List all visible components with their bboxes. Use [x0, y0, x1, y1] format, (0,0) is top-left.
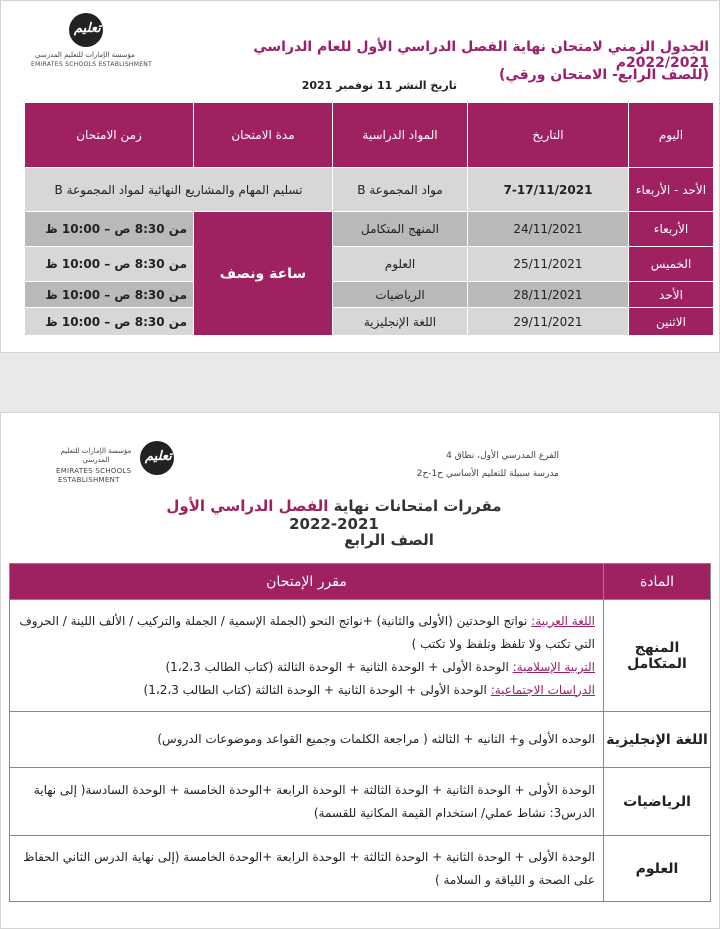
arabic-text: نواتج الوحدتين (الأولى والثانية) +نواتج النحو (الجملة الإسمية / الجملة والتركيب / الألف اللينة / الحروف التي تكتب ولا تلفظ وتلفظ ولا تكتب ) [19, 613, 595, 651]
schedule-table [24, 102, 714, 336]
time-cell: من 8:30 ص – 10:00 ظ [25, 308, 194, 336]
subject-cell: المنهج المتكامل [333, 212, 468, 247]
islamic-content [18, 656, 595, 679]
ese-logo [56, 441, 176, 491]
logo-english-name: EMIRATES SCHOOLS ESTABLISHMENT [31, 61, 153, 68]
header-date: التاريخ [468, 103, 629, 168]
header-subjects: المواد الدراسية [333, 103, 468, 168]
duration-cell: ساعة ونصف [194, 212, 333, 336]
table-row [25, 308, 714, 336]
header-day: اليوم [629, 103, 714, 168]
subject-cell: اللغة الإنجليزية [604, 712, 711, 768]
islamic-text: الوحدة الأولى + الوحدة الثانية + الوحدة الثالثة (كتاب الطالب 1،2،3) [165, 659, 513, 674]
schedule-header-row [25, 103, 714, 168]
table-row [10, 836, 711, 902]
date-cell: 29/11/2021 [468, 308, 629, 336]
arabic-label: اللغة العربية: [531, 613, 595, 628]
table-row [10, 712, 711, 768]
social-content [18, 679, 595, 702]
content-title [144, 497, 524, 533]
header-subject: المادة [604, 564, 711, 600]
subject-cell: اللغة الإنجليزية [333, 308, 468, 336]
content-table [9, 563, 711, 902]
time-cell: من 8:30 ص – 10:00 ظ [25, 247, 194, 282]
school-branch: الفرع المدرسي الأول، نطاق 4 [446, 451, 559, 461]
table-row [10, 600, 711, 712]
content-header-row [10, 564, 711, 600]
header-duration: مدة الامتحان [194, 103, 333, 168]
logo-english-name-1: EMIRATES SCHOOLS [56, 467, 132, 475]
day-cell: الأحد - الأربعاء [629, 168, 714, 212]
day-cell: الأحد [629, 282, 714, 308]
content-cell: الوحده الأولى و+ الثانيه + الثالثه ( مراجعة الكلمات وجميع القواعد وموضوعات الدروس) [10, 712, 604, 768]
day-cell: الأربعاء [629, 212, 714, 247]
schedule-subtitle: (للصف الرابع- الامتحان ورقي) [498, 67, 709, 83]
header-time: زمن الامتحان [25, 103, 194, 168]
content-cell: الوحدة الأولى + الوحدة الثانية + الوحدة الثالثة + الوحدة الرابعة +الوحدة الخامسة (إلى نهاية الدرس الثاني الحفاظ على الصحة و اللياقة و السلامة ) [10, 836, 604, 902]
publish-date: تاريخ النشر 11 نوفمبر 2021 [301, 79, 457, 92]
subject-cell: العلوم [333, 247, 468, 282]
grade-label: الصف الرابع [344, 531, 434, 549]
exam-schedule-card [0, 0, 720, 353]
date-cell: 25/11/2021 [468, 247, 629, 282]
logo-english-name-2: ESTABLISHMENT [58, 476, 120, 484]
ese-logo [31, 13, 153, 73]
subject-cell: الرياضيات [604, 768, 711, 836]
table-row [25, 247, 714, 282]
school-name: مدرسة سبيلة للتعليم الأساسي ح1-ح2 [416, 469, 559, 479]
time-cell: من 8:30 ص – 10:00 ظ [25, 212, 194, 247]
subject-cell: الرياضيات [333, 282, 468, 308]
logo-word: تعليم [145, 449, 172, 464]
islamic-label: التربية الإسلامية: [512, 659, 595, 674]
content-cell [10, 600, 604, 712]
exam-content-card [0, 412, 720, 929]
day-cell: الخميس [629, 247, 714, 282]
content-cell: الوحدة الأولى + الوحدة الثانية + الوحدة الثالثة + الوحدة الرابعة +الوحدة الخامسة + الوحدة السادسة( إلى نهاية الدرس3: نشاط عملي/ استخدام القيمة المكانية للقسمة) [10, 768, 604, 836]
arabic-content [18, 610, 595, 656]
schedule-title: الجدول الزمني لامتحان نهاية الفصل الدراسي الأول للعام الدراسي 2022/2021م [253, 39, 709, 71]
table-row [25, 282, 714, 308]
subject-cell: المنهج المتكامل [604, 600, 711, 712]
logo-arabic-name: مؤسسة الإمارات للتعليم المدرسي [60, 447, 132, 464]
logo-word: تعليم [74, 21, 101, 36]
social-text: الوحدة الأولى + الوحدة الثانية + الوحدة الثالثة (كتاب الطالب 1،2،3) [143, 682, 491, 697]
logo-arabic-name: مؤسسة الإمارات للتعليم المدرسي [35, 51, 135, 59]
social-label: الدراسات الاجتماعية: [490, 682, 595, 697]
subject-cell: مواد المجموعة B [333, 168, 468, 212]
date-cell: 28/11/2021 [468, 282, 629, 308]
table-row [10, 768, 711, 836]
date-cell: 7-17/11/2021 [468, 168, 629, 212]
table-row [25, 212, 714, 247]
table-row [25, 168, 714, 212]
date-cell: 24/11/2021 [468, 212, 629, 247]
title-highlight: الفصل الدراسي الأول [166, 497, 329, 515]
day-cell: الاثنين [629, 308, 714, 336]
time-cell: من 8:30 ص – 10:00 ظ [25, 282, 194, 308]
subject-cell: العلوم [604, 836, 711, 902]
title-prefix: مقررات امتحانات نهاية [328, 497, 502, 515]
header-content: مقرر الإمتحان [10, 564, 604, 600]
title-year: 2021-2022 [289, 515, 379, 533]
note-cell: تسليم المهام والمشاريع النهائية لمواد المجموعة B [25, 168, 333, 212]
